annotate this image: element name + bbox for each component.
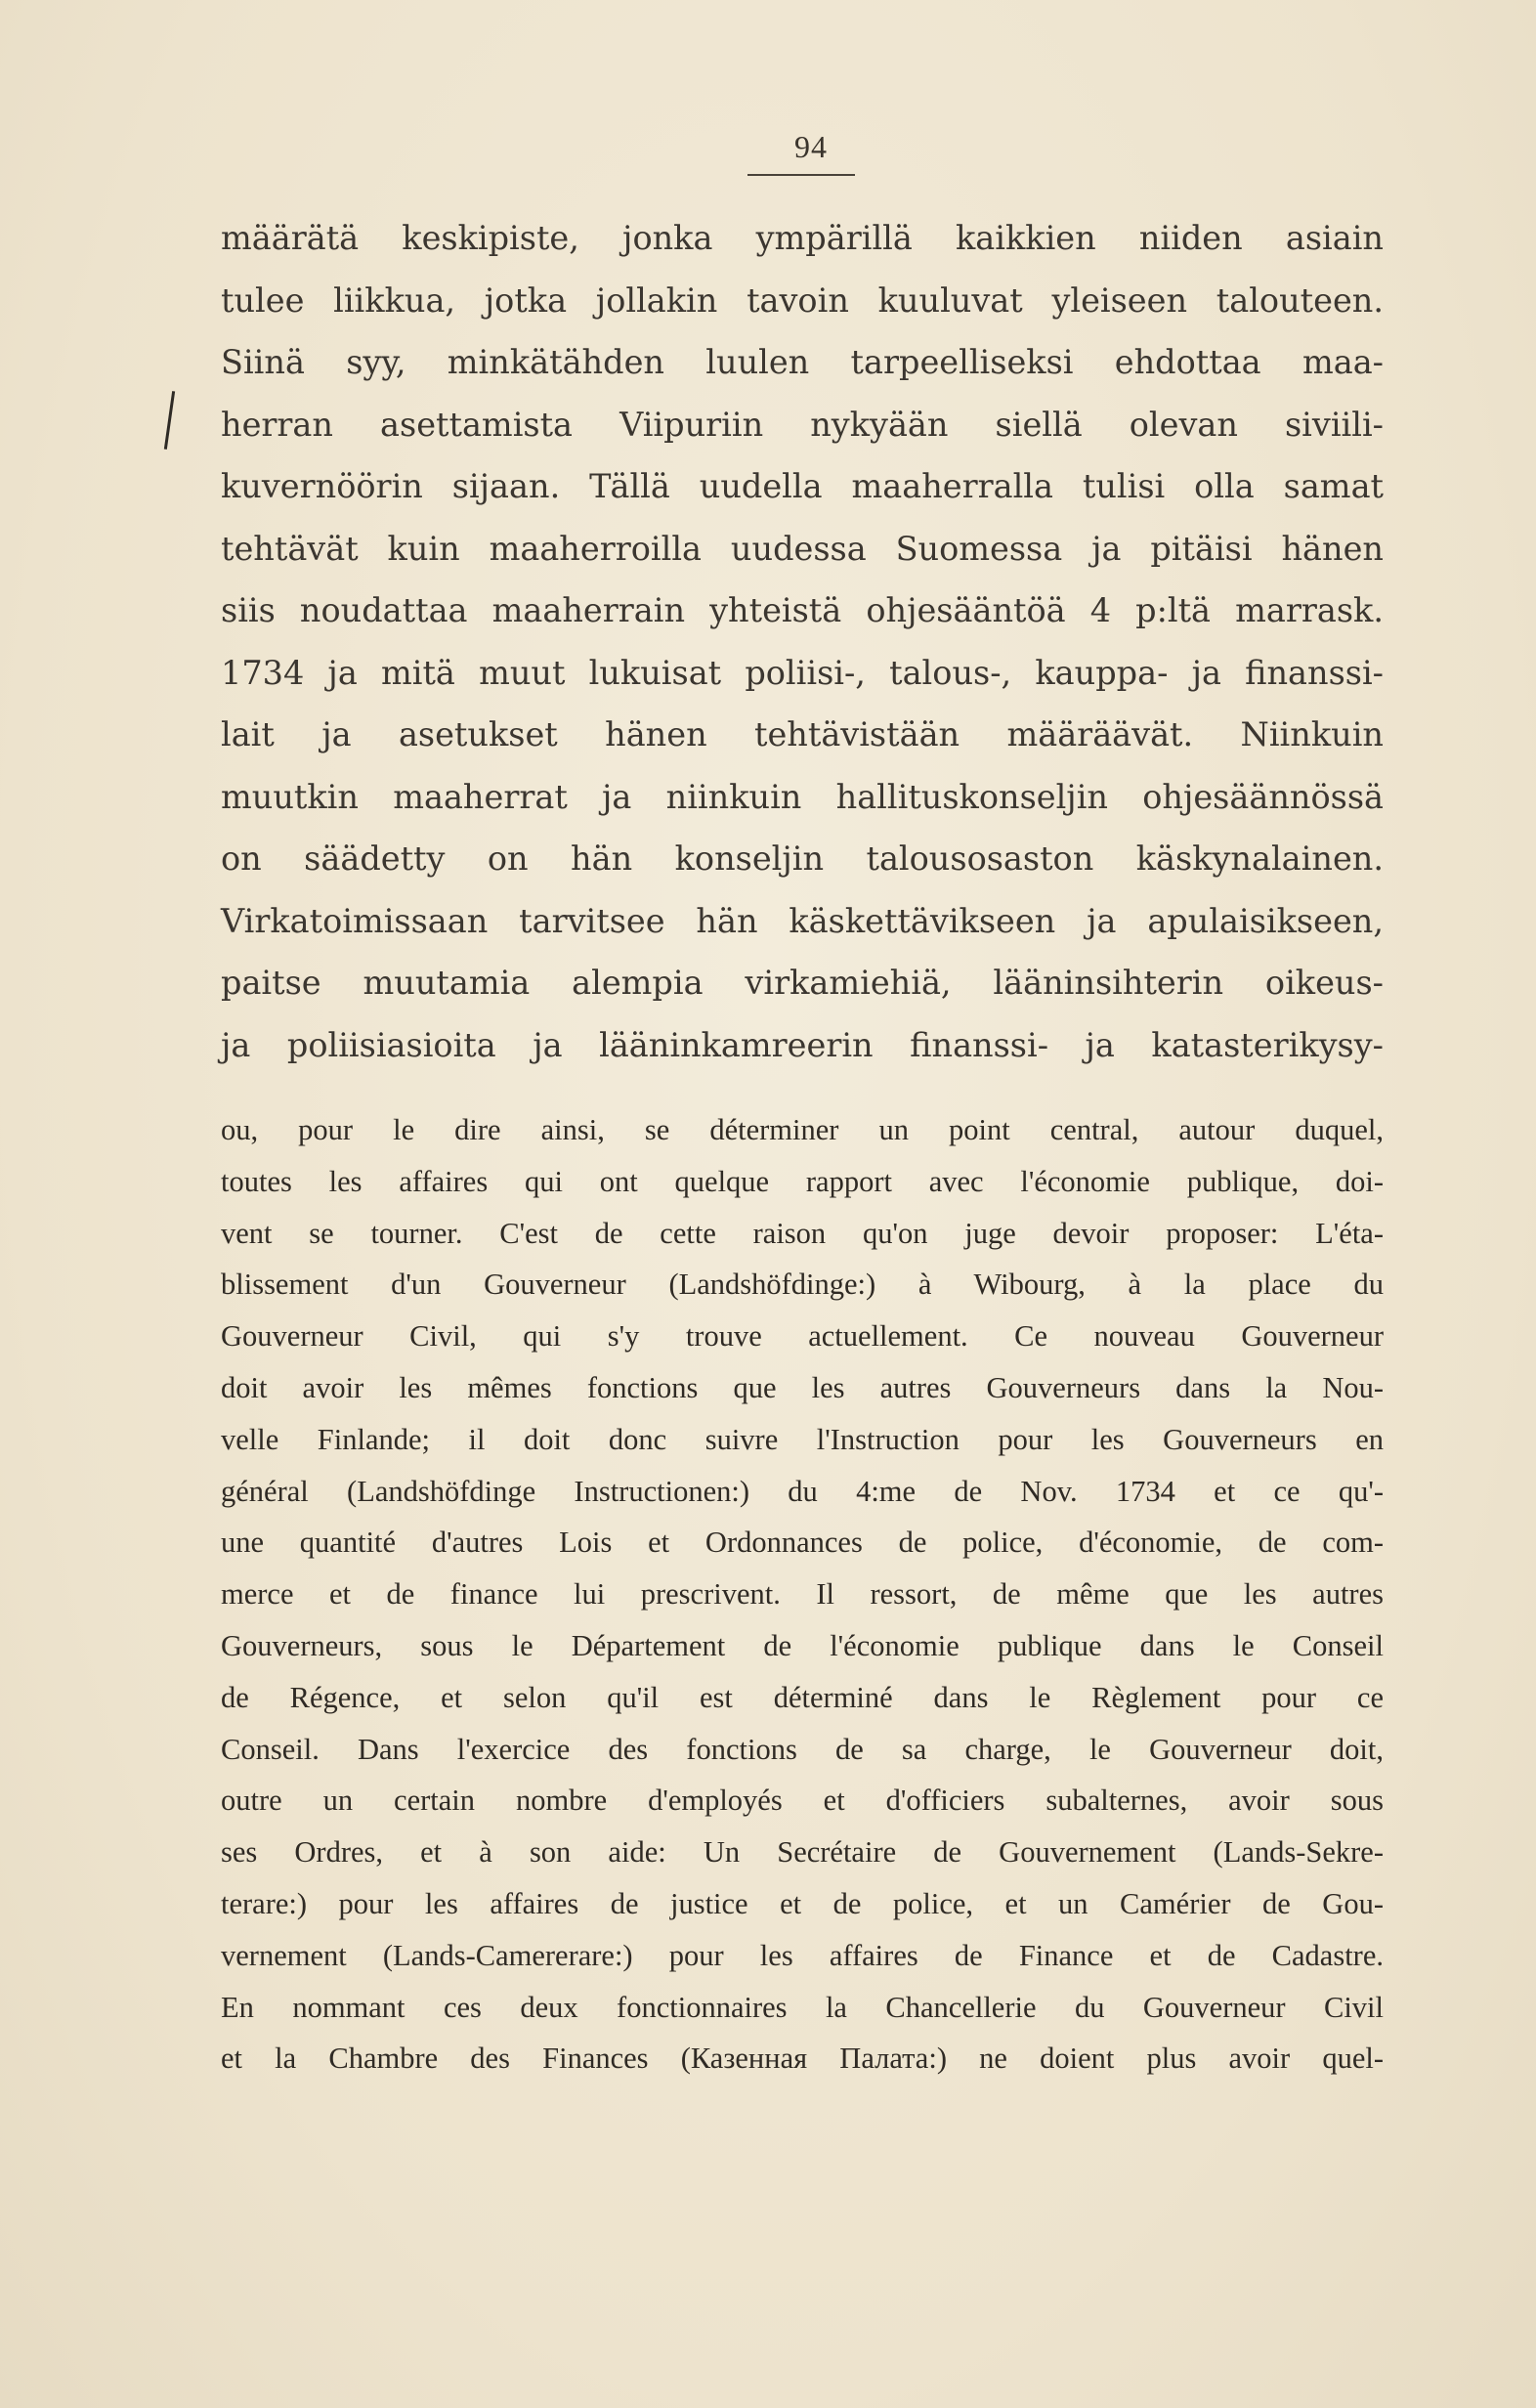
text-line: määrätä keskipiste, jonka ympärillä kaikkien niiden asiain: [221, 219, 1384, 257]
text-line: ses Ordres, et à son aide: Un Secrétaire de Gouvernement (Lands-Sekre-: [221, 1835, 1384, 1870]
finnish-paragraph: [221, 207, 1384, 1076]
text-line: kuvernöörin sijaan. Tällä uudella maaherralla tulisi olla samat: [221, 467, 1384, 505]
french-footnote: [221, 1104, 1384, 2085]
text-line: lait ja asetukset hänen tehtävistään määräävät. Niinkuin: [221, 715, 1384, 753]
text-line: muutkin maaherrat ja niinkuin hallituskonseljin ohjesäännössä: [221, 777, 1384, 816]
page-number-underline: [747, 174, 855, 176]
text-line: vent se tourner. C'est de cette raison qu'on juge devoir proposer: L'éta-: [221, 1216, 1384, 1250]
text-line: toutes les affaires qui ont quelque rapport avec l'économie publique, doi-: [221, 1164, 1384, 1198]
text-line: et la Chambre des Finances (Казенная Палата:) ne doient plus avoir quel-: [221, 2042, 1384, 2076]
text-line: Conseil. Dans l'exercice des fonctions de sa charge, le Gouverneur doit,: [221, 1732, 1384, 1766]
text-line: merce et de finance lui prescrivent. Il ressort, de même que les autres: [221, 1577, 1384, 1612]
text-line: 1734 ja mitä muut lukuisat poliisi-, talous-, kauppa- ja finanssi-: [221, 653, 1384, 692]
text-line: velle Finlande; il doit donc suivre l'Instruction pour les Gouverneurs en: [221, 1422, 1384, 1456]
text-line: Virkatoimissaan tarvitsee hän käskettävikseen ja apulaisikseen,: [221, 901, 1384, 940]
text-line: tehtävät kuin maaherroilla uudessa Suomessa ja pitäisi hänen: [221, 529, 1384, 568]
text-line: de Régence, et selon qu'il est déterminé dans le Règlement pour ce: [221, 1680, 1384, 1714]
text-line: En nommant ces deux fonctionnaires la Chancellerie du Gouverneur Civil: [221, 1990, 1384, 2024]
margin-pencil-mark: [164, 391, 175, 450]
text-line: ja poliisiasioita ja lääninkamreerin finanssi- ja katasterikysy-: [221, 1025, 1384, 1064]
text-line: siis noudattaa maaherrain yhteistä ohjesääntöä 4 p:ltä marrask.: [221, 591, 1384, 629]
text-line: blissement d'un Gouverneur (Landshöfdinge:) à Wibourg, à la place du: [221, 1268, 1384, 1302]
text-line: Siinä syy, minkätähden luulen tarpeelliseksi ehdottaa maa-: [221, 343, 1384, 381]
text-line: Gouverneur Civil, qui s'y trouve actuellement. Ce nouveau Gouverneur: [221, 1319, 1384, 1354]
text-line: tulee liikkua, jotka jollakin tavoin kuuluvat yleiseen talouteen.: [221, 280, 1384, 320]
text-line: on säädetty on hän konseljin talousosaston käskynalainen.: [221, 839, 1384, 878]
text-line: terare:) pour les affaires de justice et de police, et un Camérier de Gou-: [221, 1886, 1384, 1920]
text-line: une quantité d'autres Lois et Ordonnances de police, d'économie, de com-: [221, 1526, 1384, 1560]
page-number: 94: [794, 129, 828, 164]
text-line: herran asettamista Viipuriin nykyään siellä olevan siviili-: [221, 405, 1384, 444]
text-line: ou, pour le dire ainsi, se déterminer un point central, autour duquel,: [221, 1113, 1384, 1146]
text-line: vernement (Lands-Camererare:) pour les affaires de Finance et de Cadastre.: [221, 1938, 1384, 1972]
text-line: doit avoir les mêmes fonctions que les autres Gouverneurs dans la Nou-: [221, 1370, 1384, 1404]
text-line: paitse muutamia alempia virkamiehiä, lääninsihterin oikeus-: [221, 964, 1384, 1002]
text-line: outre un certain nombre d'employés et d'officiers subalternes, avoir sous: [221, 1784, 1384, 1818]
text-line: Gouverneurs, sous le Département de l'économie publique dans le Conseil: [221, 1628, 1384, 1662]
text-line: général (Landshöfdinge Instructionen:) du 4:me de Nov. 1734 et ce qu'-: [221, 1474, 1384, 1508]
